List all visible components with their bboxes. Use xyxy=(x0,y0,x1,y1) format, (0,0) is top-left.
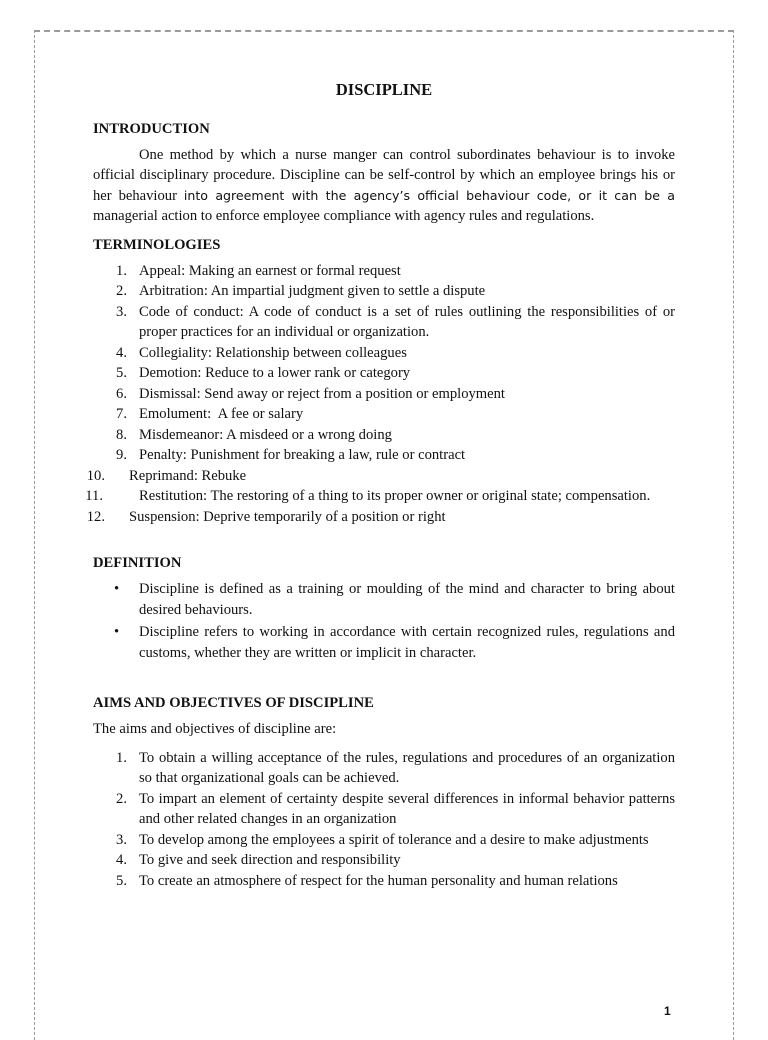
list-number: 11. xyxy=(85,488,103,504)
bullet-icon: • xyxy=(114,581,120,597)
list-number: 10. xyxy=(86,467,105,484)
list-item xyxy=(93,261,675,282)
list-text: Emolument: A fee or salary xyxy=(139,406,304,422)
list-number: 3. xyxy=(116,303,127,320)
list-number: 9. xyxy=(116,447,127,463)
terminologies-list xyxy=(85,261,675,528)
list-text: Misdemeanor: A misdeed or a wrong doing xyxy=(139,426,392,443)
list-text: Restitution: The restoring of a thing to its proper owner or original state; compensation. xyxy=(139,488,651,504)
list-number: 6. xyxy=(116,385,127,402)
list-item xyxy=(85,486,675,507)
introduction-text-c: managerial action to enforce employee compliance with agency rules and regulations. xyxy=(93,208,595,224)
list-number: 5. xyxy=(116,872,127,889)
list-text: Code of conduct: A code of conduct is a set of rules outlining the responsibilities of or proper practices for an individual or organization. xyxy=(139,303,675,340)
list-text: To obtain a willing acceptance of the rules, regulations and procedures of an organization so that organizational goals can be achieved. xyxy=(139,749,675,786)
list-number: 1. xyxy=(116,749,127,766)
definition-list xyxy=(93,579,675,663)
list-item xyxy=(93,363,675,384)
list-item xyxy=(93,748,675,789)
list-number: 4. xyxy=(116,852,127,868)
list-item xyxy=(93,850,675,871)
list-text: To give and seek direction and responsibility xyxy=(139,852,401,868)
list-text: Demotion: Reduce to a lower rank or category xyxy=(139,365,411,381)
list-item xyxy=(93,281,675,302)
list-item xyxy=(93,404,675,425)
list-text: Penalty: Punishment for breaking a law, rule or contract xyxy=(139,447,466,463)
list-number: 4. xyxy=(116,344,127,361)
list-number: 7. xyxy=(116,406,127,422)
list-text: To create an atmosphere of respect for the human personality and human relations xyxy=(139,872,618,889)
list-number: 2. xyxy=(116,283,127,299)
list-number: 5. xyxy=(116,365,127,381)
terminologies-heading: TERMINOLOGIES xyxy=(93,236,221,253)
list-item xyxy=(93,579,675,620)
list-item xyxy=(86,507,675,528)
list-item xyxy=(93,445,675,466)
list-text: Arbitration: An impartial judgment given to settle a dispute xyxy=(139,283,486,299)
introduction-text-b: into agreement with the agency’s official behaviour code, or it can be a xyxy=(183,187,675,203)
introduction-text-a: One method by which a nurse manger can control subordinates behaviour is to invoke official disciplinary procedure. Discipline can be self-control by which an employee brings his or her behaviour xyxy=(93,146,675,204)
list-number: 1. xyxy=(116,262,127,279)
list-text: Suspension: Deprive temporarily of a position or right xyxy=(129,508,446,525)
list-item xyxy=(93,425,675,446)
list-item xyxy=(93,302,675,343)
aims-list xyxy=(93,748,675,892)
list-item xyxy=(93,622,675,663)
list-number: 2. xyxy=(116,790,127,807)
list-item xyxy=(93,871,675,892)
definition-heading: DEFINITION xyxy=(93,555,182,571)
list-item xyxy=(93,384,675,405)
list-number: 8. xyxy=(116,426,127,443)
list-text: Dismissal: Send away or reject from a position or employment xyxy=(139,385,505,402)
list-text: Reprimand: Rebuke xyxy=(129,467,247,484)
document-title: DISCIPLINE xyxy=(335,80,433,99)
list-text: Appeal: Making an earnest or formal request xyxy=(139,262,401,279)
list-item xyxy=(93,789,675,830)
list-item xyxy=(93,343,675,364)
introduction-heading: INTRODUCTION xyxy=(93,120,210,137)
list-text: Collegiality: Relationship between colleagues xyxy=(139,344,407,361)
list-item xyxy=(86,466,675,487)
list-number: 12. xyxy=(86,508,105,525)
bullet-icon: • xyxy=(114,624,120,640)
page-number: 1 xyxy=(664,1004,671,1018)
list-text: To impart an element of certainty despite several differences in informal behavior patterns and other related changes in an organization xyxy=(139,790,675,827)
list-text: Discipline is defined as a training or moulding of the mind and character to bring about desired behaviours. xyxy=(139,581,675,618)
document-body xyxy=(85,80,675,891)
aims-heading: AIMS AND OBJECTIVES OF DISCIPLINE xyxy=(93,695,374,711)
introduction-paragraph xyxy=(93,145,675,227)
list-text: To develop among the employees a spirit of tolerance and a desire to make adjustments xyxy=(139,831,649,848)
aims-intro: The aims and objectives of discipline are: xyxy=(93,721,337,737)
list-text: Discipline refers to working in accordance with certain recognized rules, regulations and customs, whether they are written or implicit in character. xyxy=(139,624,675,661)
list-number: 3. xyxy=(116,831,127,848)
list-item xyxy=(93,830,675,851)
